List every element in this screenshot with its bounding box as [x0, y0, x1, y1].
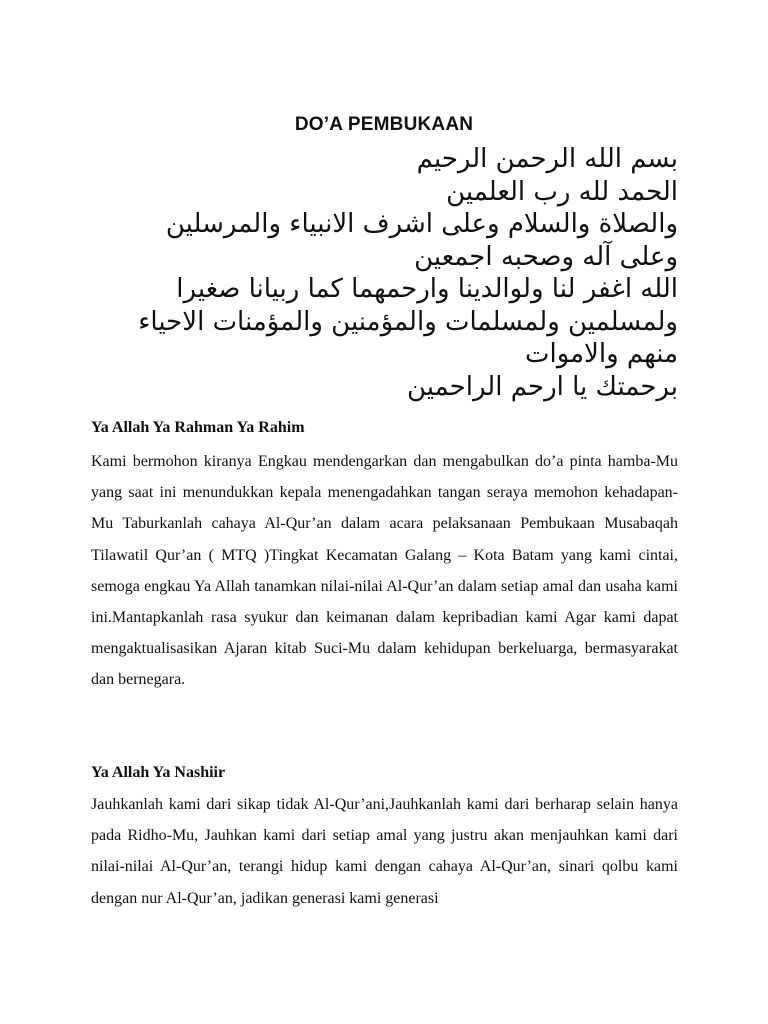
arabic-line: الله اغفر لنا ولوالدينا وارحمهما كما ربيانا صغيرا: [176, 274, 678, 304]
document-title: DO’A PEMBUKAAN: [294, 114, 474, 135]
arabic-line: وعلى آله وصحبه اجمعين: [414, 241, 678, 272]
section-paragraph: Kami bermohon kiranya Engkau mendengarkan dan mengabulkan do’a pinta hamba-Mu yang saat ini menundukkan kepala menengadahkan tangan seraya memohon kehadapan-Mu Taburkanlah cahaya Al-Qur’an dalam acara pelaksanaan Pembukaan Musabaqah Tilawatil Qur’an ( MTQ )Tingkat Kecamatan Galang – Kota Batam yang kami cintai, semoga engkau Ya Allah tanamkan nilai-nilai Al-Qur’an dalam setiap amal dan usaha kami ini.Mantapkanlah rasa syukur dan keimanan dalam kepribadian kami Agar kami dapat mengaktualisasikan Ajaran kitab Suci-Mu dalam kehidupan berkeluarga, bermasyarakat dan bernegara.: [91, 453, 678, 689]
arabic-line: ولمسلمين ولمسلمات والمؤمنين والمؤمنات الاحياء: [138, 306, 678, 337]
arabic-prayer-block: [78, 143, 678, 403]
arabic-line: برحمتك يا ارحم الراحمين: [406, 371, 678, 402]
section-heading: Ya Allah Ya Rahman Ya Rahim: [91, 419, 305, 436]
section-paragraph: Jauhkanlah kami dari sikap tidak Al-Qur’ani,Jauhkanlah kami dari berharap selain hanya pada Ridho-Mu, Jauhkan kami dari setiap amal yang justru akan menjauhkan kami dari nilai-nilai Al-Qur’an, terangi hidup kami dengan cahaya Al-Qur’an, sinari qolbu kami dengan nur Al-Qur’an, jadikan generasi kami generasi: [91, 796, 678, 907]
arabic-line: والصلاة والسلام وعلى اشرف الانبياء والمرسلين: [165, 209, 678, 239]
arabic-line: بسم الله الرحمن الرحيم: [416, 144, 678, 174]
arabic-line: الحمد لله رب العلمين: [446, 176, 678, 207]
section-heading: Ya Allah Ya Nashiir: [91, 764, 226, 781]
arabic-line: منهم والاموات: [525, 339, 678, 369]
